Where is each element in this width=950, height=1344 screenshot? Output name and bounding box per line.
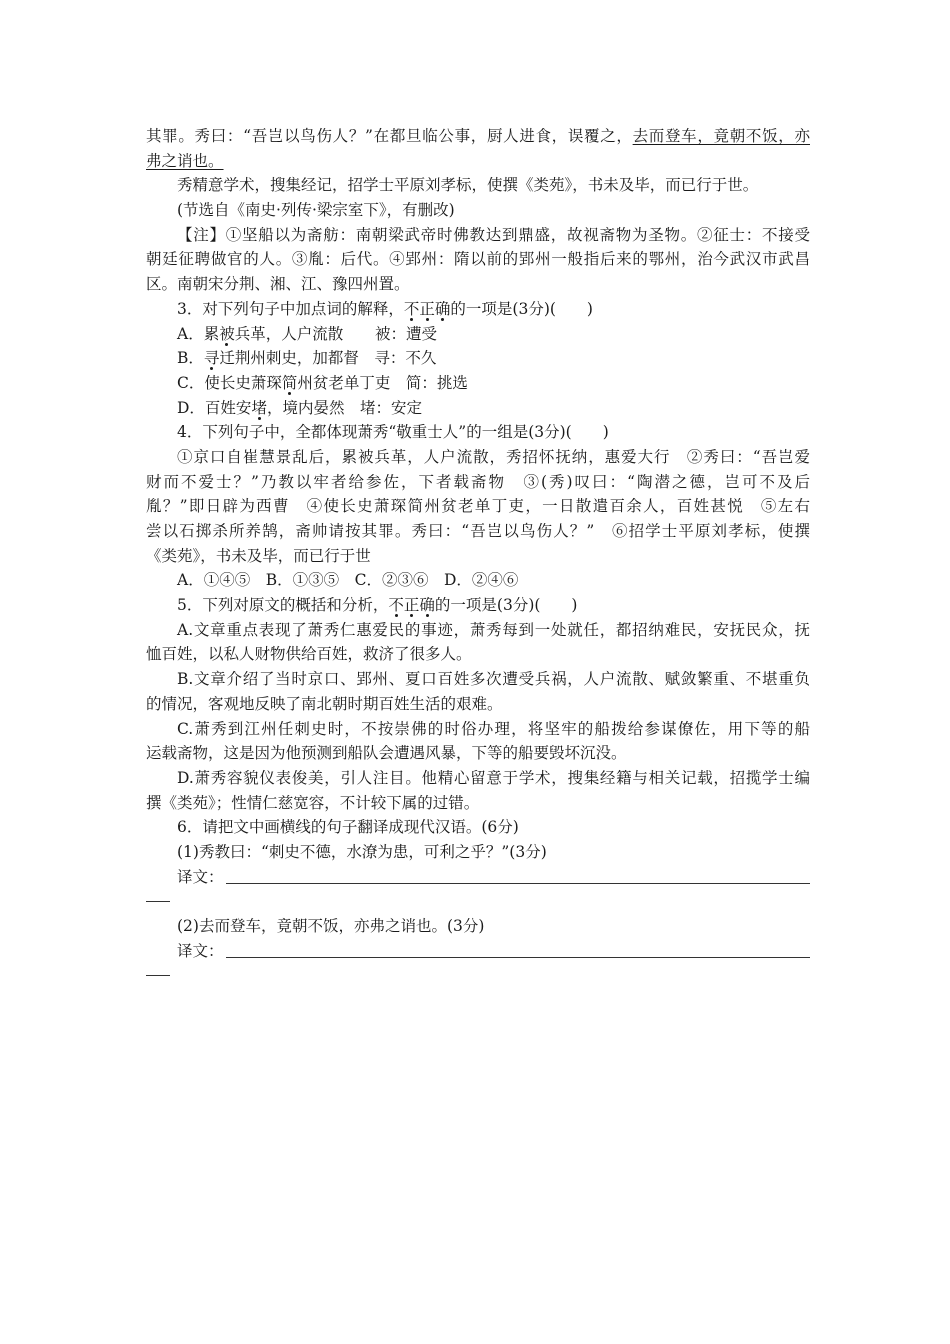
translation-label: 译文： [177, 941, 224, 960]
question-5-option-a: 恤百姓，以私人财物供给百姓，救济了很多人。 [146, 645, 472, 664]
emphasis-dot-char: 不 [388, 596, 404, 615]
question-3-option-c: C．使长史萧琛简州贫老单丁吏 简：挑选 [177, 373, 468, 392]
question-5-option-d: D.萧秀容貌仪表俊美，引人注目。他精心留意于学术，搜集经籍与相关记载，招揽学士编 [177, 768, 810, 787]
emphasis-dot-char: 正 [403, 596, 420, 615]
question-5-stem: 5．下列对原文的概括和分析，不正确的一项是(3分)( ) [177, 596, 578, 615]
passage-text: 其罪。秀曰：“吾岂以鸟伤人？”在都旦临公事，厨人进食，误覆之， [146, 127, 633, 145]
annotation-line: 【注】①坚船以为斋舫：南朝梁武帝时佛教达到鼎盛，故视斋物为圣物。②征士：不接受 [177, 225, 810, 244]
emphasis-dot-char: 寻 [203, 349, 220, 368]
emphasis-dot-char: 堵 [251, 398, 267, 417]
question-5-option-b: 的情况，客观地反映了南北朝时期百姓生活的艰难。 [146, 694, 503, 713]
question-5-option-c: 运载斋物，这是因为他预测到船队会遭遇风暴，下等的船要毁坏沉没。 [146, 744, 627, 763]
translation-label: 译文： [177, 867, 224, 886]
passage-paragraph: 秀精意学术，搜集经记，招学士平原刘孝标，使撰《类苑》，书未及毕，而已行于世。 [177, 176, 759, 195]
underlined-sentence: 弗之诮也。 [146, 151, 224, 170]
question-4-stem: 4．下列句子中，全都体现萧秀“敬重士人”的一组是(3分)( ) [177, 423, 609, 442]
question-4-text: ①京口自崔慧景乱后，累被兵革，人户流散，秀招怀抚纳，惠爱大行 ②秀曰：“吾岂爱 [177, 447, 810, 466]
answer-line-continuation [146, 889, 810, 914]
passage-source: (节选自《南史·列传·梁宗室下》，有删改) [177, 201, 455, 220]
question-3-option-a: A．累被兵革，人户流散 被：遭受 [177, 324, 438, 343]
question-5-option-d: 撰《类苑》；性情仁慈宽容，不计较下属的过错。 [146, 793, 480, 812]
translation-answer-row-2 [146, 939, 810, 964]
question-3-option-d: D．百姓安堵，境内晏然 堵：安定 [177, 398, 422, 417]
question-3-option-b: B．寻迁荆州刺史，加都督 寻：不久 [177, 349, 437, 368]
document-page [146, 124, 810, 988]
question-6-sentence-1: (1)秀教曰：“刺史不德，水潦为患，可利之乎？”(3分) [177, 842, 547, 861]
emphasis-dot-char: 正 [419, 299, 435, 318]
annotation-line: 区。南朝宋分荆、湘、江、豫四州置。 [146, 275, 410, 294]
question-6-sentence-2: (2)去而登车，竟朝不饭，亦弗之诮也。(3分) [177, 917, 485, 935]
question-4-text: 胤？”即日辟为西曹 ④使长史萧琛简州贫老单丁吏，一日散遣百余人，百姓甚悦 ⑤左右 [146, 497, 810, 516]
question-4-options: A．①④⑤ B．①③⑤ C．②③⑥ D．②④⑥ [177, 571, 519, 590]
question-5-option-c: C.萧秀到江州任刺史时，不按崇佛的时俗办理，将坚牢的船拨给参谋僚佐，用下等的船 [177, 719, 810, 738]
question-6-stem: 6．请把文中画横线的句子翻译成现代汉语。(6分) [177, 818, 519, 837]
passage-line [146, 149, 810, 174]
question-5-option-b: B.文章介绍了当时京口、郢州、夏口百姓多次遭受兵祸，人户流散、赋敛繁重、不堪重负 [177, 670, 810, 689]
emphasis-dot-char: 确 [434, 299, 451, 318]
question-4-text: 财而不爱士？”乃教以牢者给参佐，下者载斋物 ③(秀)叹曰：“陶潜之德，岂可不及后 [146, 472, 810, 491]
translation-answer-line[interactable] [226, 883, 810, 884]
underlined-sentence: 去而登车，竟朝不饭，亦 [632, 127, 810, 145]
answer-line-continuation [146, 963, 810, 988]
question-3-stem: 3．对下列句子中加点词的解释，不正确的一项是(3分)( ) [177, 299, 593, 318]
translation-answer-row-1 [146, 865, 810, 890]
question-5-option-a: A.文章重点表现了萧秀仁惠爱民的事迹，萧秀每到一处就任，都招纳难民，安抚民众，抚 [177, 620, 810, 639]
emphasis-dot-char: 简 [281, 373, 298, 392]
passage-line [146, 124, 810, 149]
translation-answer-line[interactable] [226, 957, 810, 958]
question-4-text: 《类苑》，书未及毕，而已行于世 [146, 546, 371, 565]
emphasis-dot-char: 被 [219, 324, 235, 343]
annotation-line: 朝廷征聘做官的人。③胤：后代。④郢州：隋以前的郢州一般指后来的鄂州，治今武汉市武昌 [146, 250, 810, 269]
question-4-text: 尝以石掷杀所养鹄，斋帅请按其罪。秀曰：“吾岂以鸟伤人？” ⑥招学士平原刘孝标，使撰 [146, 522, 810, 540]
emphasis-dot-char: 确 [419, 596, 435, 615]
emphasis-dot-char: 不 [403, 299, 420, 318]
